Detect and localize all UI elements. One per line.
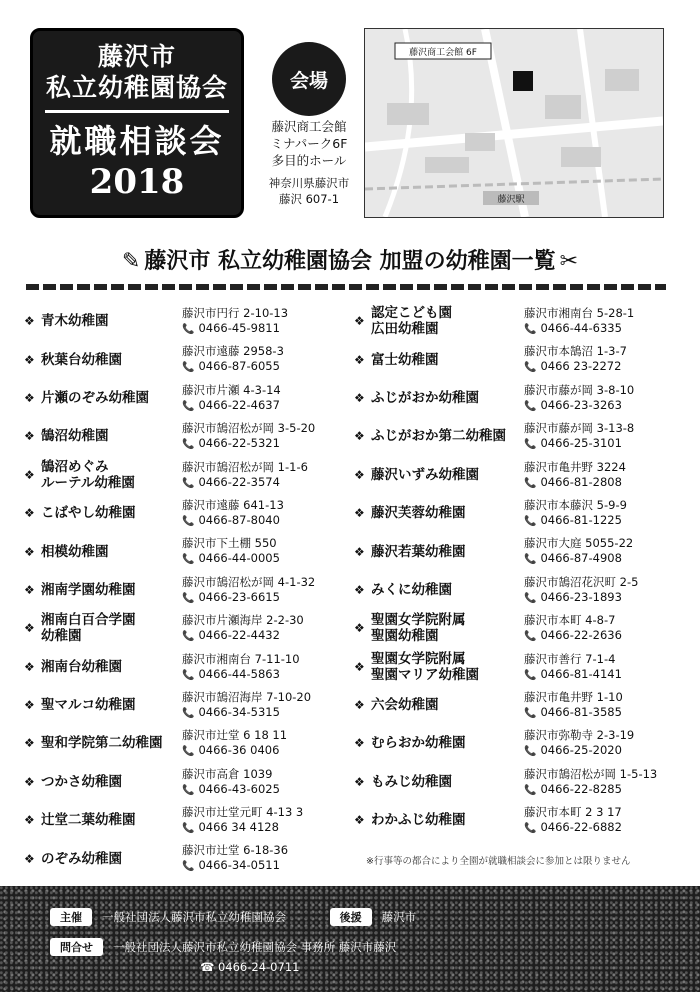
kindergarten-address: 藤沢市本藤沢 5-9-9: [524, 497, 627, 512]
kindergarten-contact: [524, 575, 638, 606]
kindergarten-contact: [524, 421, 634, 452]
kindergarten-name: 聖園女学院附属 聖園マリア幼稚園: [371, 650, 479, 683]
kindergarten-address: 藤沢市辻堂元町 4-13 3: [182, 805, 304, 820]
kindergarten-tel: 📞 0466-44-5863: [182, 666, 280, 681]
kindergarten-tel: 📞 0466-87-4908: [524, 551, 622, 566]
venue-marker: [513, 71, 533, 91]
diamond-bullet-icon: ❖: [354, 429, 365, 444]
kindergarten-entry: [354, 417, 674, 455]
kindergarten-tel: 📞 0466-23-3263: [524, 397, 622, 412]
kindergarten-contact: [182, 383, 281, 414]
dashed-divider: [26, 284, 666, 290]
kindergarten-contact: [524, 690, 623, 721]
kindergarten-tel: 📞 0466 23-2272: [524, 359, 622, 374]
diamond-bullet-icon: ❖: [354, 659, 365, 674]
kindergarten-entry: [354, 456, 674, 494]
kindergarten-contact: [182, 805, 303, 836]
kindergarten-address: 藤沢市亀井野 1-10: [524, 689, 623, 704]
kindergarten-entry: [24, 686, 354, 724]
diamond-bullet-icon: ❖: [24, 582, 35, 597]
diamond-bullet-icon: ❖: [24, 736, 35, 751]
kindergarten-entry: [24, 417, 354, 455]
kindergarten-contact: [524, 613, 622, 644]
kindergarten-contact: [182, 843, 288, 874]
kindergarten-tel: 📞 0466-23-6615: [182, 589, 280, 604]
phone-icon: 📞: [182, 746, 195, 758]
kindergarten-address: 藤沢市本町 4-8-7: [524, 613, 616, 628]
diamond-bullet-icon: ❖: [24, 698, 35, 713]
kindergarten-tel: 📞 0466-22-6882: [524, 820, 622, 835]
kindergarten-contact: [524, 383, 634, 414]
phone-icon: 📞: [182, 439, 195, 451]
phone-icon: 📞: [524, 515, 537, 527]
phone-icon: 📞: [524, 362, 537, 374]
kindergarten-address: 藤沢市湘南台 5-28-1: [524, 306, 635, 320]
kindergarten-name: 聖マルコ幼稚園: [41, 697, 136, 714]
kindergarten-tel: 📞 0466-81-3585: [524, 704, 622, 719]
phone-icon: 📞: [182, 324, 195, 335]
support-label: 後援: [330, 908, 372, 926]
kindergarten-contact: [182, 306, 288, 337]
kindergarten-address: 藤沢市辻堂 6-18-36: [182, 843, 289, 858]
diamond-bullet-icon: ❖: [24, 352, 35, 367]
kindergarten-contact: [182, 767, 280, 798]
phone-icon: 📞: [182, 784, 195, 796]
footer-contact-tel: ☎ 0466-24-0711: [200, 960, 300, 974]
kindergarten-entry: [354, 609, 674, 647]
kindergarten-list-left: [24, 302, 354, 878]
footer-sponsor: 主催 一般社団法人藤沢市私立幼稚園協会 後援 藤沢市: [50, 908, 416, 926]
phone-icon: 📞: [524, 400, 537, 412]
kindergarten-contact: [182, 690, 311, 721]
kindergarten-tel: 📞 0466-81-1225: [524, 512, 622, 527]
kindergarten-tel: 📞 0466-22-3574: [182, 474, 280, 489]
phone-icon: 📞: [524, 324, 537, 335]
diamond-bullet-icon: ❖: [354, 352, 365, 367]
kindergarten-entry: [354, 379, 674, 417]
kindergarten-address: 藤沢市大庭 5055-22: [524, 536, 634, 551]
kindergarten-contact: [524, 805, 622, 836]
diamond-bullet-icon: ❖: [24, 314, 35, 329]
diamond-bullet-icon: ❖: [24, 467, 35, 482]
kindergarten-name: 聖園女学院附属 聖園幼稚園: [371, 612, 466, 645]
participation-note: ※行事等の都合により全園が就職相談会に参加とは限りません: [366, 856, 631, 867]
diamond-bullet-icon: ❖: [354, 736, 365, 751]
kindergarten-name: 藤沢若葉幼稚園: [371, 543, 466, 560]
map-station-label: 藤沢駅: [497, 195, 525, 205]
kindergarten-address: 藤沢市鵠沼花沢町 2-5: [524, 574, 639, 589]
phone-icon: 📞: [524, 746, 537, 758]
kindergarten-name: 聖和学院第二幼稚園: [41, 735, 163, 752]
kindergarten-entry: [354, 801, 674, 839]
kindergarten-tel: 📞 0466-44-6335: [524, 321, 622, 335]
diamond-bullet-icon: ❖: [24, 774, 35, 789]
event-title-panel: [30, 28, 244, 218]
diamond-bullet-icon: ❖: [24, 390, 35, 405]
kindergarten-tel: 📞 0466-22-5321: [182, 436, 280, 451]
kindergarten-tel: 📞 0466-25-2020: [524, 743, 622, 758]
kindergarten-name: もみじ幼稚園: [371, 773, 452, 790]
kindergarten-address: 藤沢市鵠沼松が岡 4-1-32: [182, 574, 316, 589]
phone-icon: 📞: [182, 515, 195, 527]
kindergarten-name: のぞみ幼稚園: [41, 850, 122, 867]
kindergarten-contact: [524, 652, 622, 683]
kindergarten-tel: 📞 0466-87-6055: [182, 359, 280, 374]
kindergarten-entry: [24, 302, 354, 340]
phone-icon: 📞: [182, 823, 195, 835]
kindergarten-entry: [354, 648, 674, 686]
kindergarten-contact: [524, 767, 657, 798]
kindergarten-entry: [24, 763, 354, 801]
kindergarten-entry: [354, 302, 674, 340]
kindergarten-contact: [524, 306, 634, 337]
phone-icon: 📞: [524, 669, 537, 681]
diamond-bullet-icon: ❖: [24, 544, 35, 559]
kindergarten-tel: 📞 0466-23-1893: [524, 589, 622, 604]
phone-icon: 📞: [524, 554, 537, 566]
pencil-icon: ✎: [121, 249, 141, 274]
diamond-bullet-icon: ❖: [354, 467, 365, 482]
phone-icon: 📞: [182, 400, 195, 412]
footer-contact: 問合せ 一般社団法人藤沢市私立幼稚園協会 事務所 藤沢市藤沢: [50, 938, 396, 956]
kindergarten-tel: 📞 0466-81-2808: [524, 474, 622, 489]
kindergarten-entry: [24, 724, 354, 762]
kindergarten-entry: [354, 686, 674, 724]
kindergarten-entry: [354, 724, 674, 762]
kindergarten-entry: [24, 839, 354, 877]
kindergarten-contact: [182, 613, 304, 644]
diamond-bullet-icon: ❖: [24, 813, 35, 828]
kindergarten-address: 藤沢市亀井野 3224: [524, 459, 626, 474]
phone-icon: 📞: [182, 362, 195, 374]
phone-icon: 📞: [524, 707, 537, 719]
kindergarten-name: 藤沢芙蓉幼稚園: [371, 505, 466, 522]
kindergarten-address: 藤沢市鵠沼松が岡 1-5-13: [524, 766, 658, 781]
kindergarten-address: 藤沢市下土棚 550: [182, 536, 277, 551]
phone-icon: 📞: [182, 707, 195, 719]
venue-info: 藤沢商工会館 ミナパーク6F 多目的ホール 神奈川県藤沢市 藤沢 607-1: [256, 118, 362, 207]
kindergarten-address: 藤沢市遠藤 641-13: [182, 497, 284, 512]
kindergarten-name: ふじがおか第二幼稚園: [371, 428, 506, 445]
event-name: 就職相談会: [49, 122, 225, 160]
kindergarten-list-title: ✎ 藤沢市 私立幼稚園協会 加盟の幼稚園一覧 ✂: [121, 249, 579, 274]
kindergarten-name: 青木幼稚園: [41, 313, 109, 330]
kindergarten-tel: 📞 0466-22-8285: [524, 781, 622, 796]
kindergarten-entry: [24, 340, 354, 378]
kindergarten-name: みくに幼稚園: [371, 581, 452, 598]
kindergarten-name: 鵠沼めぐみ ルーテル幼稚園: [41, 458, 135, 491]
kindergarten-name: 相模幼稚園: [41, 543, 109, 560]
kindergarten-name: 鵠沼幼稚園: [41, 428, 109, 445]
phone-icon: 📞: [524, 823, 537, 835]
kindergarten-entry: [24, 494, 354, 532]
contact-label: 問合せ: [50, 938, 103, 956]
kindergarten-contact: [524, 498, 627, 529]
kindergarten-address: 藤沢市鵠沼松が岡 1-1-6: [182, 459, 308, 474]
kindergarten-address: 藤沢市鵠沼松が岡 3-5-20: [182, 421, 316, 436]
kindergarten-address: 藤沢市本鵠沼 1-3-7: [524, 344, 627, 359]
kindergarten-address: 藤沢市鵠沼海岸 7-10-20: [182, 689, 312, 704]
diamond-bullet-icon: ❖: [354, 582, 365, 597]
diamond-bullet-icon: ❖: [354, 621, 365, 636]
kindergarten-tel: 📞 0466-45-9811: [182, 321, 280, 335]
kindergarten-entry: [354, 494, 674, 532]
kindergarten-tel: 📞 0466-22-4432: [182, 628, 280, 643]
kindergarten-contact: [182, 460, 308, 491]
kindergarten-entry: [354, 340, 674, 378]
phone-icon: 📞: [524, 631, 537, 643]
kindergarten-contact: [182, 728, 287, 759]
diamond-bullet-icon: ❖: [354, 544, 365, 559]
kindergarten-address: 藤沢市藤が岡 3-8-10: [524, 382, 635, 397]
kindergarten-address: 藤沢市善行 7-1-4: [524, 651, 616, 666]
kindergarten-contact: [524, 536, 633, 567]
kindergarten-name: こばやし幼稚園: [41, 505, 136, 522]
kindergarten-name: 富士幼稚園: [371, 351, 439, 368]
kindergarten-list-right: [354, 302, 674, 839]
kindergarten-tel: 📞 0466-87-8040: [182, 512, 280, 527]
phone-icon: ☎: [200, 960, 215, 974]
kindergarten-tel: 📞 0466-34-0511: [182, 858, 280, 873]
kindergarten-address: 藤沢市湘南台 7-11-10: [182, 651, 300, 666]
diamond-bullet-icon: ❖: [24, 659, 35, 674]
kindergarten-address: 藤沢市円行 2-10-13: [182, 306, 289, 320]
kindergarten-name: つかさ幼稚園: [41, 773, 122, 790]
kindergarten-address: 藤沢市遠藤 2958-3: [182, 344, 284, 359]
venue-address: 神奈川県藤沢市 藤沢 607-1: [268, 176, 350, 206]
kindergarten-name: わかふじ幼稚園: [371, 812, 466, 829]
kindergarten-address: 藤沢市本町 2 3 17: [524, 805, 622, 820]
kindergarten-address: 藤沢市辻堂 6 18 11: [182, 728, 288, 743]
phone-icon: 📞: [182, 554, 195, 566]
kindergarten-entry: [24, 456, 354, 494]
org-name: 藤沢市 私立幼稚園協会: [45, 42, 228, 102]
kindergarten-name: 六会幼稚園: [371, 697, 439, 714]
map-graphic: [365, 29, 663, 217]
kindergarten-tel: 📞 0466-34-5315: [182, 704, 280, 719]
phone-icon: 📞: [182, 631, 195, 643]
kindergarten-entry: [354, 763, 674, 801]
scissors-icon: ✂: [559, 249, 579, 274]
kindergarten-name: ふじがおか幼稚園: [371, 389, 479, 406]
kindergarten-address: 藤沢市高倉 1039: [182, 766, 273, 781]
diamond-bullet-icon: ❖: [354, 506, 365, 521]
kindergarten-contact: [182, 575, 315, 606]
diamond-bullet-icon: ❖: [24, 621, 35, 636]
kindergarten-name: 認定こども園 広田幼稚園: [371, 305, 452, 338]
kindergarten-contact: [182, 498, 284, 529]
kindergarten-name: 湘南学園幼稚園: [41, 581, 136, 598]
phone-icon: 📞: [182, 861, 195, 873]
venue-badge: 会場: [272, 42, 346, 116]
phone-icon: 📞: [182, 477, 195, 489]
kindergarten-entry: [24, 648, 354, 686]
phone-icon: 📞: [182, 592, 195, 604]
kindergarten-name: むらおか幼稚園: [371, 735, 466, 752]
diamond-bullet-icon: ❖: [24, 506, 35, 521]
map-venue-label: 藤沢商工会館 6F: [409, 48, 477, 58]
kindergarten-contact: [524, 344, 627, 375]
kindergarten-name: 湘南白百合学園 幼稚園: [41, 612, 136, 645]
title-divider: [45, 110, 229, 113]
diamond-bullet-icon: ❖: [354, 390, 365, 405]
diamond-bullet-icon: ❖: [354, 698, 365, 713]
kindergarten-tel: 📞 0466-25-3101: [524, 436, 622, 451]
kindergarten-tel: 📞 0466 34 4128: [182, 820, 279, 835]
diamond-bullet-icon: ❖: [24, 851, 35, 866]
kindergarten-entry: [24, 571, 354, 609]
kindergarten-contact: [182, 421, 315, 452]
kindergarten-name: 片瀬のぞみ幼稚園: [41, 389, 149, 406]
phone-icon: 📞: [524, 784, 537, 796]
kindergarten-contact: [182, 344, 284, 375]
phone-icon: 📞: [182, 669, 195, 681]
kindergarten-entry: [24, 532, 354, 570]
phone-icon: 📞: [524, 592, 537, 604]
kindergarten-entry: [24, 379, 354, 417]
kindergarten-contact: [182, 652, 300, 683]
kindergarten-entry: [354, 532, 674, 570]
venue-map: [364, 28, 664, 218]
kindergarten-name: 湘南台幼稚園: [41, 658, 122, 675]
kindergarten-entry: [354, 571, 674, 609]
kindergarten-address: 藤沢市藤が岡 3-13-8: [524, 421, 635, 436]
kindergarten-entry: [24, 609, 354, 647]
kindergarten-name: 辻堂二葉幼稚園: [41, 812, 136, 829]
kindergarten-contact: [524, 728, 634, 759]
kindergarten-name: 秋葉台幼稚園: [41, 351, 122, 368]
diamond-bullet-icon: ❖: [354, 813, 365, 828]
phone-icon: 📞: [524, 439, 537, 451]
kindergarten-tel: 📞 0466-43-6025: [182, 781, 280, 796]
diamond-bullet-icon: ❖: [24, 429, 35, 444]
kindergarten-entry: [24, 801, 354, 839]
phone-icon: 📞: [524, 477, 537, 489]
sponsor-label: 主催: [50, 908, 92, 926]
diamond-bullet-icon: ❖: [354, 314, 365, 329]
kindergarten-name: 藤沢いずみ幼稚園: [371, 466, 479, 483]
kindergarten-tel: 📞 0466-36 0406: [182, 743, 280, 758]
kindergarten-tel: 📞 0466-44-0005: [182, 551, 280, 566]
kindergarten-address: 藤沢市弥勒寺 2-3-19: [524, 728, 635, 743]
footer: [0, 886, 700, 992]
kindergarten-contact: [524, 460, 626, 491]
kindergarten-address: 藤沢市片瀬 4-3-14: [182, 382, 281, 397]
event-year: 2018: [89, 162, 185, 202]
kindergarten-tel: 📞 0466-22-2636: [524, 628, 622, 643]
kindergarten-address: 藤沢市片瀬海岸 2-2-30: [182, 613, 304, 628]
kindergarten-contact: [182, 536, 280, 567]
kindergarten-tel: 📞 0466-22-4637: [182, 397, 280, 412]
kindergarten-tel: 📞 0466-81-4141: [524, 666, 622, 681]
diamond-bullet-icon: ❖: [354, 774, 365, 789]
